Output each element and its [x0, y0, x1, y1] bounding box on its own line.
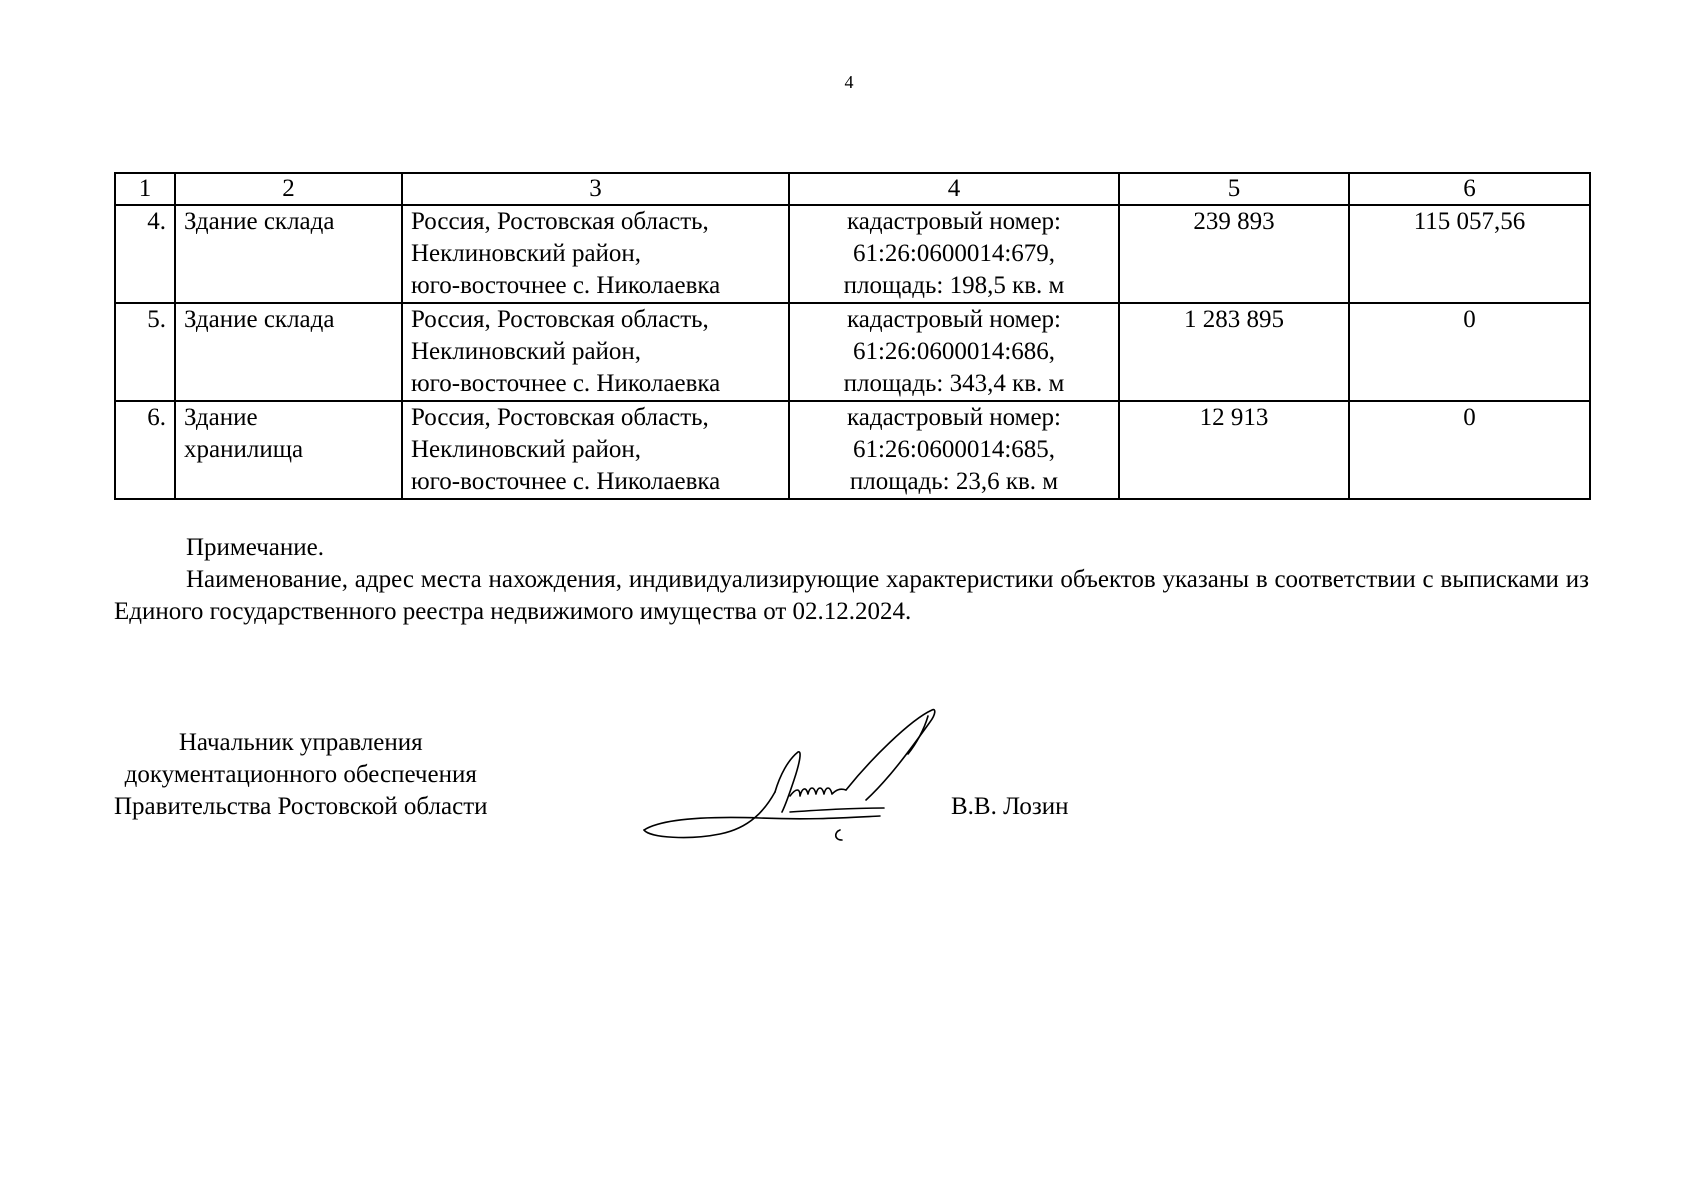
address-line: юго-восточнее с. Николаевка	[411, 370, 721, 397]
object-characteristics	[789, 303, 1119, 401]
characteristic-line: кадастровый номер:	[846, 306, 1061, 333]
column-6-value: 115 057,56	[1349, 205, 1590, 303]
characteristic-line: 61:26:0600014:685,	[852, 436, 1056, 463]
object-name-line: Здание	[184, 404, 258, 431]
position-line: документационного обеспечения	[124, 761, 477, 788]
table-row	[115, 303, 1590, 401]
characteristic-line: 61:26:0600014:679,	[852, 240, 1056, 267]
address-line: Неклиновский район,	[411, 338, 642, 365]
table-row	[115, 205, 1590, 303]
address-line: Россия, Ростовская область,	[411, 208, 709, 235]
handwritten-signature	[640, 700, 970, 850]
object-name	[175, 303, 402, 401]
column-header-5: 5	[1119, 173, 1349, 205]
characteristic-line: площадь: 343,4 кв. м	[843, 370, 1065, 397]
signer-name: В.В. Лозин	[951, 793, 1069, 820]
characteristic-line: площадь: 23,6 кв. м	[849, 468, 1059, 495]
column-5-value: 1 283 895	[1119, 303, 1349, 401]
position-line: Правительства Ростовской области	[114, 793, 488, 820]
object-name	[175, 205, 402, 303]
note-section	[114, 532, 1589, 628]
object-characteristics	[789, 205, 1119, 303]
object-name-line: хранилища	[184, 436, 304, 463]
address-line: Россия, Ростовская область,	[411, 404, 709, 431]
characteristic-line: кадастровый номер:	[846, 404, 1061, 431]
property-table	[114, 172, 1591, 500]
address-line: юго-восточнее с. Николаевка	[411, 468, 721, 495]
row-number: 5.	[115, 303, 175, 401]
signatory-position	[114, 727, 488, 823]
characteristic-line: 61:26:0600014:686,	[852, 338, 1056, 365]
table-header-row	[115, 173, 1590, 205]
address-line: юго-восточнее с. Николаевка	[411, 272, 721, 299]
object-address	[402, 401, 789, 499]
address-line: Неклиновский район,	[411, 240, 642, 267]
note-title: Примечание.	[186, 534, 325, 561]
object-address	[402, 205, 789, 303]
column-5-value: 12 913	[1119, 401, 1349, 499]
column-header-3: 3	[402, 173, 789, 205]
column-6-value: 0	[1349, 401, 1590, 499]
row-number: 6.	[115, 401, 175, 499]
column-header-4: 4	[789, 173, 1119, 205]
table-row	[115, 401, 1590, 499]
column-6-value: 0	[1349, 303, 1590, 401]
object-name	[175, 401, 402, 499]
row-number: 4.	[115, 205, 175, 303]
object-name-line: Здание склада	[184, 306, 335, 333]
page-number: 4	[844, 72, 854, 92]
column-header-6: 6	[1349, 173, 1590, 205]
object-characteristics	[789, 401, 1119, 499]
note-text: Наименование, адрес места нахождения, индивидуализирующие характеристики объектов указаны в соответствии с выписками из Единого государственного реестра недвижимого имущества от 02.12.2024.	[114, 566, 1589, 625]
object-name-line: Здание склада	[184, 208, 335, 235]
column-header-2: 2	[175, 173, 402, 205]
object-address	[402, 303, 789, 401]
address-line: Россия, Ростовская область,	[411, 306, 709, 333]
characteristic-line: кадастровый номер:	[846, 208, 1061, 235]
column-header-1: 1	[115, 173, 175, 205]
characteristic-line: площадь: 198,5 кв. м	[843, 272, 1065, 299]
column-5-value: 239 893	[1119, 205, 1349, 303]
position-line: Начальник управления	[178, 729, 423, 756]
address-line: Неклиновский район,	[411, 436, 642, 463]
